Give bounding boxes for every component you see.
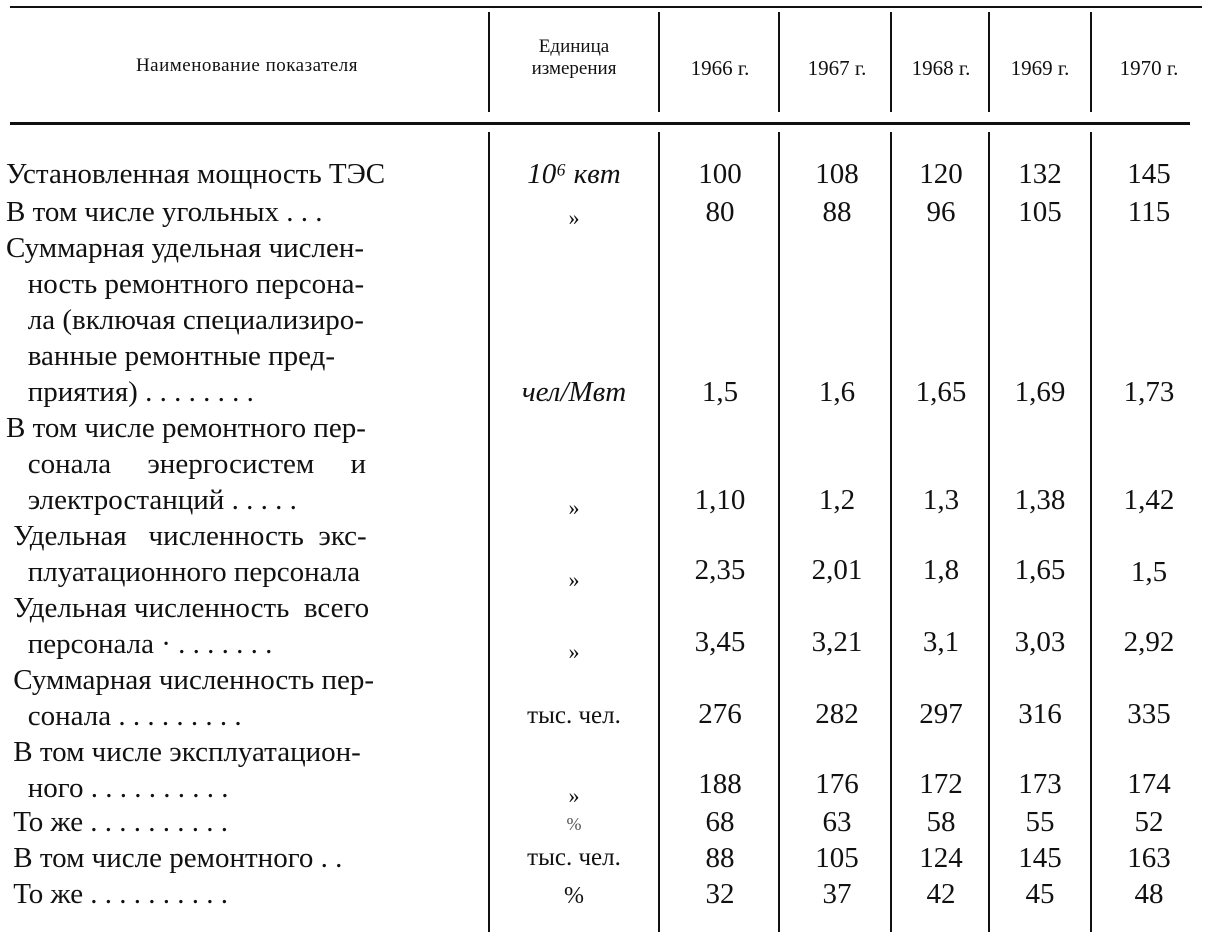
- row-label-line: В том числе эксплуатацион-: [6, 736, 361, 768]
- cell-1969: 55: [1025, 806, 1055, 838]
- cell-1967: 282: [815, 698, 859, 730]
- row-label-line: Удельная численность экс-: [6, 520, 367, 552]
- row-label-line: ванные ремонтные пред-: [6, 340, 336, 372]
- header-unit-line2: измерения: [531, 58, 617, 79]
- cell-1968: 42: [926, 878, 956, 910]
- cell-1968: 172: [919, 768, 963, 800]
- cell-1968: 120: [919, 158, 963, 190]
- cell-1968: 124: [919, 842, 963, 874]
- row-unit: чел/Мвт: [521, 376, 627, 408]
- row-label: То же . . . . . . . . . .: [6, 806, 229, 838]
- cell-1969: 1,65: [1014, 554, 1066, 586]
- header-divider: [778, 12, 780, 112]
- row-unit: %: [566, 814, 582, 834]
- cell-1967: 1,2: [818, 484, 856, 516]
- cell-1966: 1,10: [694, 484, 746, 516]
- cell-1969: 145: [1018, 842, 1062, 874]
- row-unit: »: [568, 567, 580, 592]
- row-label: В том числе угольных . . .: [6, 196, 323, 228]
- row-label-line: ла (включая специализиро-: [6, 304, 364, 336]
- row-label-line: ного . . . . . . . . . .: [6, 772, 229, 804]
- row-unit: »: [568, 783, 580, 808]
- cell-1970: 335: [1127, 698, 1171, 730]
- cell-1967: 88: [822, 196, 852, 228]
- cell-1970: 52: [1134, 806, 1164, 838]
- cell-1969: 45: [1025, 878, 1055, 910]
- cell-1966: 32: [705, 878, 735, 910]
- cell-1968: 58: [926, 806, 956, 838]
- row-label-line: Удельная численность всего: [6, 592, 370, 624]
- cell-1970: 1,73: [1123, 376, 1175, 408]
- cell-1967: 105: [815, 842, 859, 874]
- row-unit: %: [564, 883, 584, 909]
- row-label-line: персонала · . . . . . . .: [6, 628, 273, 660]
- body-divider: [658, 132, 660, 932]
- cell-1970: 145: [1127, 158, 1171, 190]
- row-unit: »: [568, 205, 580, 230]
- cell-1970: 163: [1127, 842, 1171, 874]
- cell-1968: 1,8: [922, 554, 960, 586]
- cell-1969: 316: [1018, 698, 1062, 730]
- header-unit-line1: Единица: [538, 36, 610, 57]
- row-label-line: ность ремонтного персона-: [6, 268, 365, 300]
- cell-1969: 132: [1018, 158, 1062, 190]
- cell-1969: 105: [1018, 196, 1062, 228]
- cell-1966: 276: [698, 698, 742, 730]
- header-unit: [490, 36, 658, 80]
- header-divider: [1090, 12, 1092, 112]
- header-year: 1968 г.: [911, 56, 971, 80]
- cell-1966: 80: [705, 196, 735, 228]
- header-year: 1969 г.: [1010, 56, 1070, 80]
- row-label: То же . . . . . . . . . .: [6, 878, 229, 910]
- row-unit: »: [568, 639, 580, 664]
- header-year: 1966 г.: [690, 56, 750, 80]
- cell-1970: 1,42: [1123, 484, 1175, 516]
- cell-1966: 2,35: [694, 554, 746, 586]
- cell-1967: 2,01: [811, 554, 863, 586]
- row-label-line: В том числе ремонтного пер-: [6, 412, 366, 444]
- row-label: Установленная мощность ТЭС: [6, 158, 386, 190]
- header-rule: [10, 122, 1190, 125]
- row-label-line: плуатационного персонала: [6, 556, 361, 588]
- cell-1970: 1,5: [1130, 556, 1168, 588]
- cell-1969: 3,03: [1014, 626, 1066, 658]
- row-label-line: электростанций . . . . .: [6, 484, 297, 516]
- cell-1970: 2,92: [1123, 626, 1175, 658]
- cell-1966: 100: [698, 158, 742, 190]
- row-unit: »: [568, 495, 580, 520]
- cell-1969: 1,38: [1014, 484, 1066, 516]
- cell-1970: 48: [1134, 878, 1164, 910]
- cell-1968: 1,65: [915, 376, 967, 408]
- row-label-line: Суммарная удельная числен-: [6, 232, 365, 264]
- cell-1969: 1,69: [1014, 376, 1066, 408]
- cell-1967: 3,21: [811, 626, 863, 658]
- body-divider: [1090, 132, 1092, 932]
- cell-1966: 3,45: [694, 626, 746, 658]
- cell-1967: 1,6: [818, 376, 856, 408]
- row-label-line: сонала энергосистем и: [6, 448, 367, 480]
- row-unit: тыс. чел.: [527, 844, 621, 871]
- cell-1967: 176: [815, 768, 859, 800]
- row-label: В том числе ремонтного . .: [6, 842, 343, 874]
- cell-1967: 37: [822, 878, 852, 910]
- cell-1968: 1,3: [922, 484, 960, 516]
- cell-1968: 297: [919, 698, 963, 730]
- row-unit: 10⁶ квт: [527, 158, 621, 190]
- row-label-line: Суммарная численность пер-: [6, 664, 374, 696]
- cell-1966: 68: [705, 806, 735, 838]
- header-year: 1967 г.: [807, 56, 867, 80]
- header-year: 1970 г.: [1119, 56, 1179, 80]
- body-divider: [778, 132, 780, 932]
- cell-1969: 173: [1018, 768, 1062, 800]
- header-divider: [658, 12, 660, 112]
- cell-1968: 3,1: [922, 626, 960, 658]
- cell-1966: 188: [698, 768, 742, 800]
- cell-1966: 88: [705, 842, 735, 874]
- row-label-line: приятия) . . . . . . . .: [6, 376, 254, 408]
- row-label-line: сонала . . . . . . . . .: [6, 700, 242, 732]
- top-rule: [10, 6, 1202, 8]
- cell-1966: 1,5: [701, 376, 739, 408]
- cell-1967: 63: [822, 806, 852, 838]
- cell-1970: 174: [1127, 768, 1171, 800]
- cell-1967: 108: [815, 158, 859, 190]
- row-unit: тыс. чел.: [527, 702, 621, 729]
- cell-1970: 115: [1127, 196, 1171, 228]
- cell-1968: 96: [926, 196, 956, 228]
- header-name: Наименование показателя: [135, 55, 359, 76]
